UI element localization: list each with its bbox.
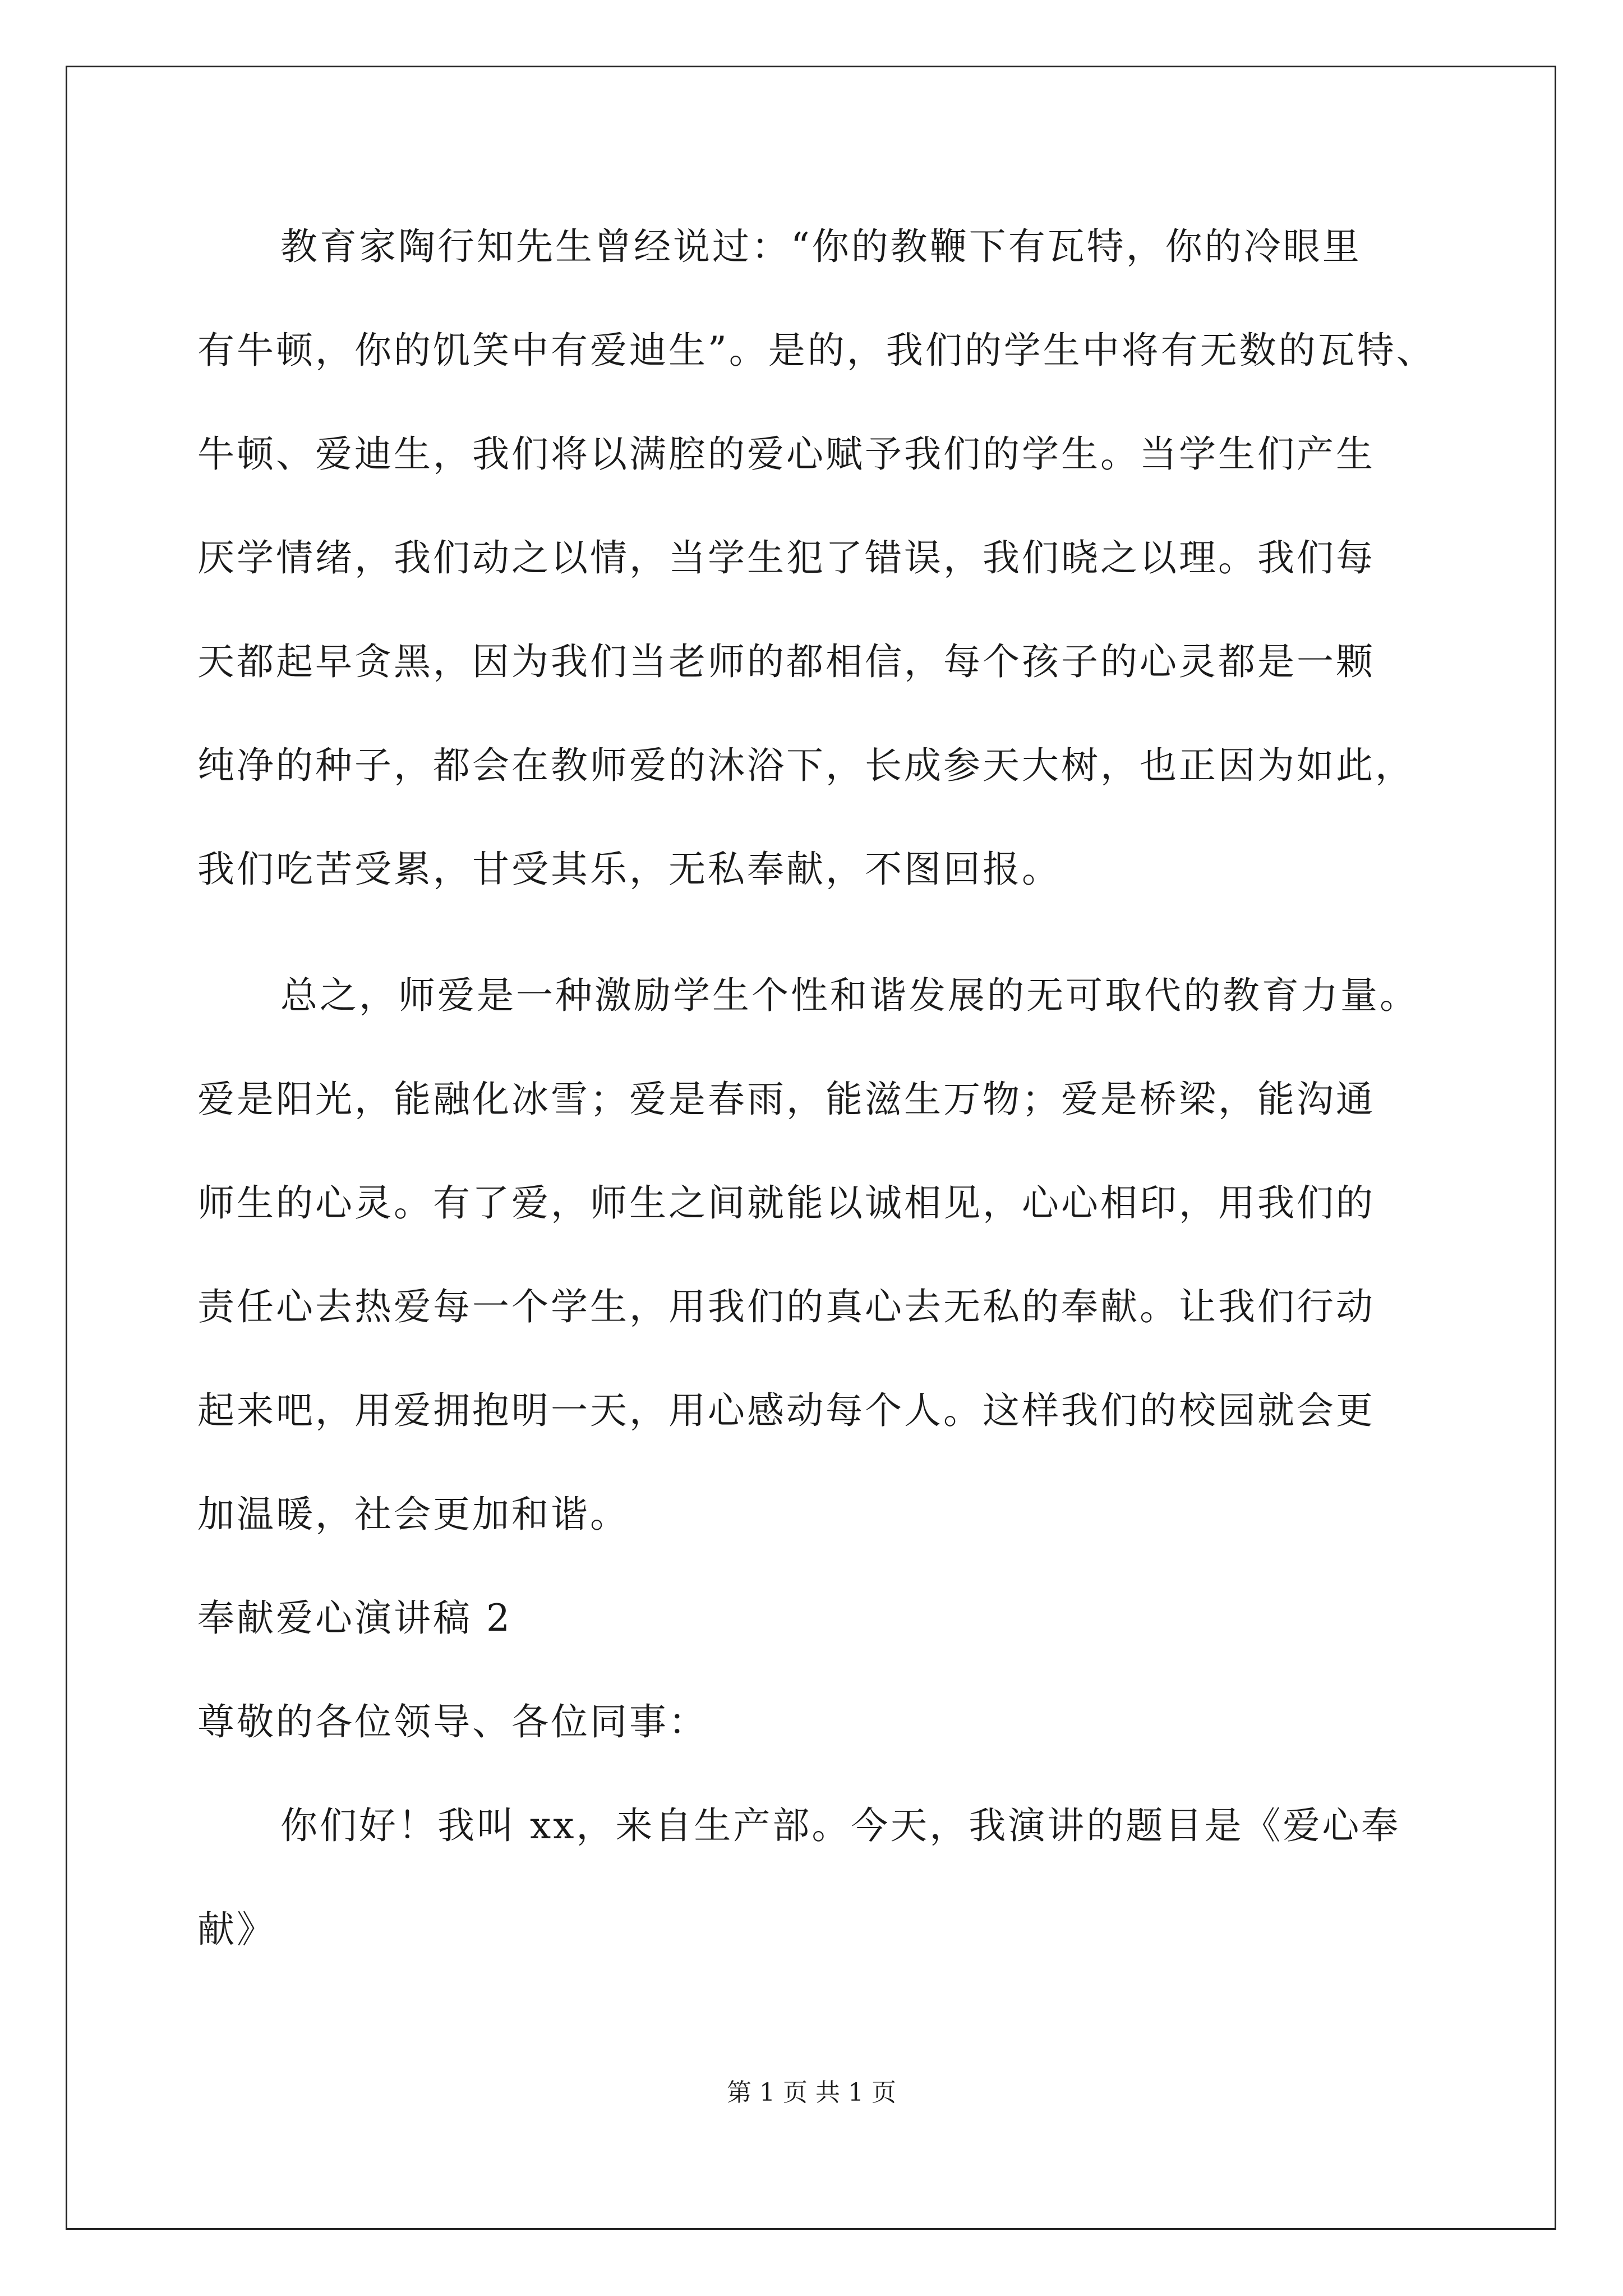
text-line: 师生的心灵。有了爱，师生之间就能以诚相见，心心相印，用我们的 bbox=[197, 1181, 1375, 1225]
text-line: 纯净的种子，都会在教师爱的沐浴下，长成参天大树，也正因为如此， bbox=[197, 744, 1414, 787]
text-line: 有牛顿，你的饥笑中有爱迪生”。是的，我们的学生中将有无数的瓦特、 bbox=[197, 329, 1436, 372]
text-line: 责任心去热爱每一个学生，用我们的真心去无私的奉献。让我们行动 bbox=[197, 1285, 1375, 1328]
text-line: 爱是阳光，能融化冰雪；爱是春雨，能滋生万物；爱是桥梁，能沟通 bbox=[197, 1078, 1375, 1121]
text-line: 总之，师爱是一种激励学生个性和谐发展的无可取代的教育力量。 bbox=[280, 974, 1419, 1017]
page-footer: 第 1 页 共 1 页 bbox=[727, 2078, 896, 2107]
text-line: 天都起早贪黑，因为我们当老师的都相信，每个孩子的心灵都是一颗 bbox=[197, 640, 1375, 683]
salutation: 尊敬的各位领导、各位同事： bbox=[197, 1700, 708, 1743]
section-heading: 奉献爱心演讲稿 2 bbox=[197, 1596, 512, 1640]
text-line: 教育家陶行知先生曾经说过：“你的教鞭下有瓦特，你的冷眼里 bbox=[280, 225, 1362, 268]
text-line: 起来吧，用爱拥抱明一天，用心感动每个人。这样我们的校园就会更 bbox=[197, 1389, 1375, 1432]
text-line: 我们吃苦受累，甘受其乐，无私奉献，不图回报。 bbox=[197, 848, 1061, 891]
text-line: 厌学情绪，我们动之以情，当学生犯了错误，我们晓之以理。我们每 bbox=[197, 536, 1375, 579]
text-line: 你们好！我叫 xx，来自生产部。今天，我演讲的题目是《爱心奉 bbox=[280, 1804, 1401, 1847]
text-line: 献》 bbox=[197, 1908, 276, 1951]
page-border bbox=[66, 66, 1556, 2230]
text-line: 加温暖，社会更加和谐。 bbox=[197, 1493, 629, 1536]
text-line: 牛顿、爱迪生，我们将以满腔的爱心赋予我们的学生。当学生们产生 bbox=[197, 432, 1375, 476]
